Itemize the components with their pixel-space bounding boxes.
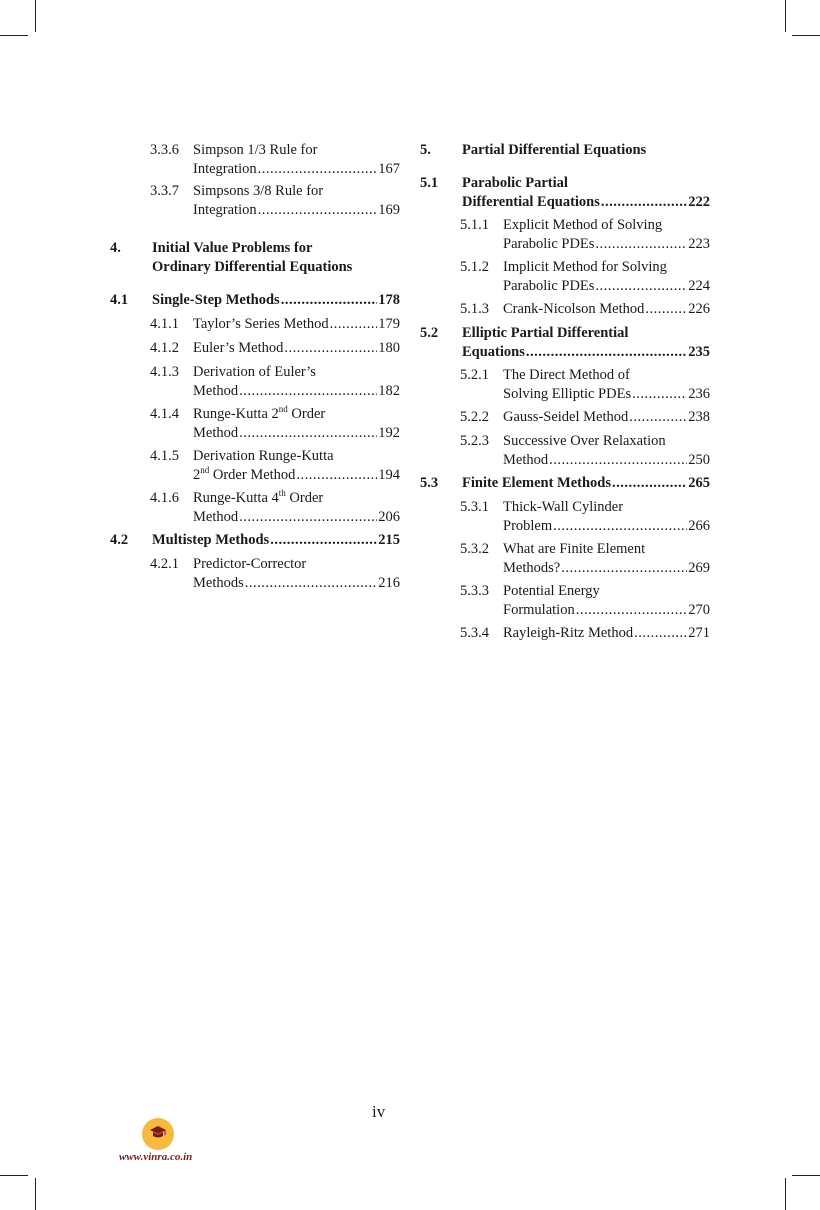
page-ref: 235 [688, 343, 710, 360]
page-ref: 180 [378, 340, 400, 356]
entry-title-line [462, 141, 646, 160]
page-number: iv [372, 1102, 386, 1121]
page-ref: 216 [378, 574, 400, 591]
title-text: Simpson 1/3 Rule for [193, 142, 318, 158]
dot-leader [284, 339, 377, 358]
crop-mark [785, 0, 786, 32]
entry-title-line [503, 277, 710, 296]
dot-leader [595, 235, 687, 254]
entry-number: 5.2.2 [460, 409, 489, 425]
page-ref: 182 [378, 382, 400, 399]
title-text: Simpsons 3/8 Rule for [193, 183, 324, 199]
entry-title-line [462, 174, 568, 193]
title-text: Methods? [503, 559, 561, 576]
entry-title-line [193, 466, 400, 485]
entry-title-line [193, 160, 400, 179]
page-ref: 192 [378, 424, 400, 441]
publisher-url: www.vinra.co.in [119, 1151, 193, 1163]
entry-title-line [503, 582, 600, 601]
entry-title-line [462, 324, 628, 343]
entry-number: 5.1.2 [460, 259, 489, 275]
entry-number: 4.1.2 [150, 340, 179, 356]
entry-number: 4.2 [110, 532, 129, 548]
entry-title-line [193, 182, 323, 201]
entry-title-line [503, 559, 710, 578]
entry-title-line [193, 508, 400, 527]
entry-title-line [193, 315, 400, 334]
title-text: Multistep Methods [152, 532, 270, 548]
entry-title-line [193, 405, 325, 424]
entry-number: 4.1.4 [150, 406, 179, 422]
title-text: Method [193, 424, 239, 441]
page-ref: 167 [378, 160, 400, 177]
title-text: Finite Element Methods [462, 475, 612, 491]
title-text: Integration [193, 201, 257, 218]
entry-title-line [193, 574, 400, 593]
crop-mark [792, 1175, 820, 1176]
publisher-logo [142, 1118, 174, 1150]
entry-title-line [503, 498, 623, 517]
title-text: Integration [193, 160, 257, 177]
title-text: Methods [193, 574, 244, 591]
entry-title-line [503, 432, 666, 451]
dot-leader [239, 382, 377, 401]
dot-leader [549, 451, 687, 470]
entry-number: 4.1 [110, 292, 129, 308]
page-ref: 178 [378, 292, 400, 308]
page-ref: 194 [378, 466, 400, 483]
page-ref: 266 [688, 517, 710, 534]
entry-number: 5. [420, 142, 431, 158]
title-text: Derivation Runge-Kutta [193, 448, 334, 464]
dot-leader [296, 466, 377, 485]
entry-title-line [193, 141, 317, 160]
title-text: Taylor’s Series Method [193, 316, 329, 332]
dot-leader [270, 531, 377, 550]
entry-title-line [503, 300, 710, 319]
page-ref: 238 [688, 409, 710, 425]
entry-number: 5.2.3 [460, 433, 489, 449]
entry-number: 3.3.6 [150, 142, 179, 158]
title-text: Runge-Kutta 4 [193, 490, 279, 506]
entry-title-line [503, 451, 710, 470]
entry-title-line [152, 291, 400, 310]
entry-title-line [193, 382, 400, 401]
page-ref: 270 [688, 601, 710, 618]
title-text: Problem [503, 517, 553, 534]
crop-mark [792, 35, 820, 36]
title-text: Partial Differential Equations [462, 142, 647, 158]
entry-title-line [152, 531, 400, 550]
title-text: Method [193, 508, 239, 525]
crop-mark [0, 35, 28, 36]
page-ref: 215 [378, 532, 400, 548]
title-text: Order [285, 490, 324, 506]
title-text: Parabolic PDEs [503, 235, 595, 252]
entry-title-line [503, 517, 710, 536]
page-ref: 271 [688, 625, 710, 641]
page-ref: 169 [378, 201, 400, 218]
dot-leader [601, 193, 687, 212]
entry-number: 4. [110, 240, 121, 256]
dot-leader [258, 201, 378, 220]
entry-title-line [193, 447, 334, 466]
entry-title-line [503, 235, 710, 254]
entry-title-line [503, 258, 667, 277]
title-text: Differential Equations [462, 193, 600, 210]
page-ref: 269 [688, 559, 710, 576]
title-text: 2 [193, 466, 201, 483]
entry-number: 5.2.1 [460, 367, 489, 383]
entry-title-line [503, 601, 710, 620]
title-text: Initial Value Problems for [152, 240, 313, 256]
title-text: What are Finite Element [503, 541, 646, 557]
entry-title-line [193, 555, 306, 574]
title-text: Order [287, 406, 326, 422]
entry-number: 5.1 [420, 175, 439, 191]
entry-number: 5.3 [420, 475, 439, 491]
dot-leader [526, 343, 687, 362]
title-text: The Direct Method of [503, 367, 630, 383]
title-text: Explicit Method of Solving [503, 217, 663, 233]
page-ref: 236 [688, 385, 710, 402]
entry-title-line [193, 363, 316, 382]
dot-leader [239, 508, 377, 527]
crop-mark [0, 1175, 28, 1176]
dot-leader [258, 160, 378, 179]
superscript: nd [278, 404, 288, 414]
title-text: Crank-Nicolson Method [503, 301, 645, 317]
title-text: Parabolic PDEs [503, 277, 595, 294]
title-text: Order Method [209, 466, 296, 483]
entry-number: 5.3.1 [460, 499, 489, 515]
entry-number: 4.1.3 [150, 364, 179, 380]
page-ref: 206 [378, 508, 400, 525]
dot-leader [645, 300, 687, 319]
title-text: Single-Step Methods [152, 292, 280, 308]
title-text: Method [193, 382, 239, 399]
dot-leader [553, 517, 687, 536]
dot-leader [629, 408, 687, 427]
superscript: th [278, 488, 286, 498]
title-text: Gauss-Seidel Method [503, 409, 629, 425]
title-text: Derivation of Euler’s [193, 364, 316, 380]
entry-title-line [503, 366, 630, 385]
title-text: Euler’s Method [193, 340, 284, 356]
title-text: Runge-Kutta 2 [193, 406, 279, 422]
entry-number: 5.3.2 [460, 541, 489, 557]
entry-title-line [193, 424, 400, 443]
entry-number: 5.3.3 [460, 583, 489, 599]
title-text: Method [503, 451, 549, 468]
entry-number: 5.1.1 [460, 217, 489, 233]
entry-number: 3.3.7 [150, 183, 179, 199]
title-text: Successive Over Relaxation [503, 433, 666, 449]
entry-title-line [503, 385, 710, 404]
entry-title-line [503, 216, 662, 235]
entry-title-line [503, 624, 710, 643]
entry-title-line [503, 408, 710, 427]
dot-leader [595, 277, 687, 296]
superscript: nd [200, 464, 210, 475]
title-text: Thick-Wall Cylinder [503, 499, 624, 515]
title-text: Predictor-Corrector [193, 556, 307, 572]
entry-title-line [193, 489, 323, 508]
title-text: Elliptic Partial Differential [462, 325, 629, 341]
entry-number: 5.1.3 [460, 301, 489, 317]
dot-leader [576, 601, 688, 620]
entry-title-line [462, 474, 710, 493]
dot-leader [561, 559, 687, 578]
entry-number: 4.1.6 [150, 490, 179, 506]
page-ref: 223 [688, 235, 710, 252]
title-text: Equations [462, 343, 525, 360]
dot-leader [612, 474, 687, 493]
entry-title-line [462, 193, 710, 212]
entry-number: 4.2.1 [150, 556, 179, 572]
page-ref: 226 [688, 301, 710, 317]
crop-mark [785, 1178, 786, 1210]
title-text: Implicit Method for Solving [503, 259, 667, 275]
page-ref: 222 [688, 193, 710, 210]
page-ref: 250 [688, 451, 710, 468]
entry-title-line [152, 239, 312, 258]
entry-title-line [193, 201, 400, 220]
page-ref: 224 [688, 277, 710, 294]
entry-title-line [503, 540, 645, 559]
dot-leader [330, 315, 378, 334]
entry-number: 4.1.5 [150, 448, 179, 464]
dot-leader [239, 424, 377, 443]
dot-leader [632, 385, 687, 404]
title-text: Rayleigh-Ritz Method [503, 625, 634, 641]
entry-title-line [193, 339, 400, 358]
entry-number: 4.1.1 [150, 316, 179, 332]
entry-number: 5.2 [420, 325, 439, 341]
graduation-cap-icon [149, 1124, 167, 1142]
dot-leader [281, 291, 378, 310]
dot-leader [245, 574, 378, 593]
title-text: Ordinary Differential Equations [152, 258, 353, 275]
page-ref: 265 [688, 475, 710, 491]
dot-leader [634, 624, 687, 643]
crop-mark [35, 1178, 36, 1210]
page-ref: 179 [378, 316, 400, 332]
entry-title-line [152, 258, 352, 277]
title-text: Parabolic Partial [462, 175, 568, 191]
title-text: Potential Energy [503, 583, 600, 599]
title-text: Solving Elliptic PDEs [503, 385, 632, 402]
entry-title-line [462, 343, 710, 362]
entry-number: 5.3.4 [460, 625, 489, 641]
crop-mark [35, 0, 36, 32]
title-text: Formulation [503, 601, 575, 618]
